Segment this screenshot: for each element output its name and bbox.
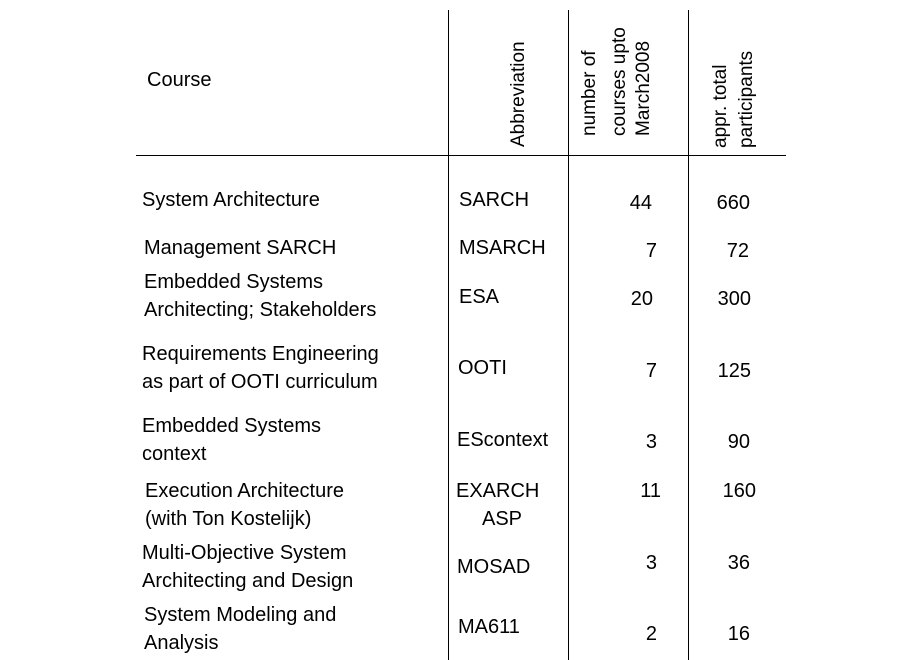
course-name: System Architecture xyxy=(142,189,320,211)
course-abbreviation: SARCH xyxy=(459,189,530,211)
course-name-line2: context xyxy=(142,443,207,465)
course-participants: 660 xyxy=(716,192,750,214)
course-abbreviation: EXARCH xyxy=(456,480,540,502)
header-participants-line2: participants xyxy=(736,50,757,148)
column-divider-participants xyxy=(688,10,689,660)
header-divider xyxy=(136,155,786,156)
course-count: 20 xyxy=(630,288,653,310)
header-course: Course xyxy=(147,69,212,91)
course-name: Management SARCH xyxy=(144,237,337,259)
course-count: 3 xyxy=(645,431,657,453)
course-participants: 90 xyxy=(727,431,750,453)
course-name: Requirements Engineering xyxy=(142,343,379,365)
course-count: 3 xyxy=(645,552,657,574)
course-name: Embedded Systems xyxy=(142,415,321,437)
course-name-line2: Analysis xyxy=(144,632,219,654)
course-name-line2: (with Ton Kostelijk) xyxy=(145,508,312,530)
course-count: 7 xyxy=(645,240,657,262)
course-participants: 36 xyxy=(727,552,750,574)
course-name-line2: Architecting; Stakeholders xyxy=(144,299,377,321)
course-name: Multi-Objective System xyxy=(142,542,347,564)
course-abbreviation-line2: ASP xyxy=(482,508,523,530)
course-name: System Modeling and xyxy=(144,604,337,626)
course-name-line2: Architecting and Design xyxy=(142,570,354,592)
course-abbreviation: MA611 xyxy=(458,616,520,638)
course-abbreviation: MSARCH xyxy=(459,237,546,259)
header-number-line2: courses upto xyxy=(609,27,630,136)
course-name: Embedded Systems xyxy=(144,271,323,293)
course-participants: 125 xyxy=(717,360,751,382)
header-number-line1: number of xyxy=(579,50,600,136)
course-abbreviation: ESA xyxy=(459,286,500,308)
course-count: 11 xyxy=(640,480,661,502)
header-participants-line1: appr. total xyxy=(710,64,731,148)
course-participants: 16 xyxy=(727,623,750,645)
course-abbreviation: MOSAD xyxy=(457,556,531,578)
course-name: Execution Architecture xyxy=(145,480,344,502)
column-divider-number xyxy=(568,10,569,660)
course-participants: 300 xyxy=(717,288,751,310)
header-abbreviation: Abbreviation xyxy=(508,41,529,147)
course-count: 44 xyxy=(629,192,652,214)
course-count: 2 xyxy=(645,623,657,645)
course-count: 7 xyxy=(645,360,657,382)
course-abbreviation: OOTI xyxy=(458,357,507,379)
header-number-line3: March2008 xyxy=(633,40,654,136)
course-name-line2: as part of OOTI curriculum xyxy=(142,371,378,393)
column-divider-abbreviation xyxy=(448,10,449,660)
course-abbreviation: EScontext xyxy=(457,429,549,451)
course-participants: 72 xyxy=(726,240,749,262)
course-participants: 160 xyxy=(722,480,756,502)
